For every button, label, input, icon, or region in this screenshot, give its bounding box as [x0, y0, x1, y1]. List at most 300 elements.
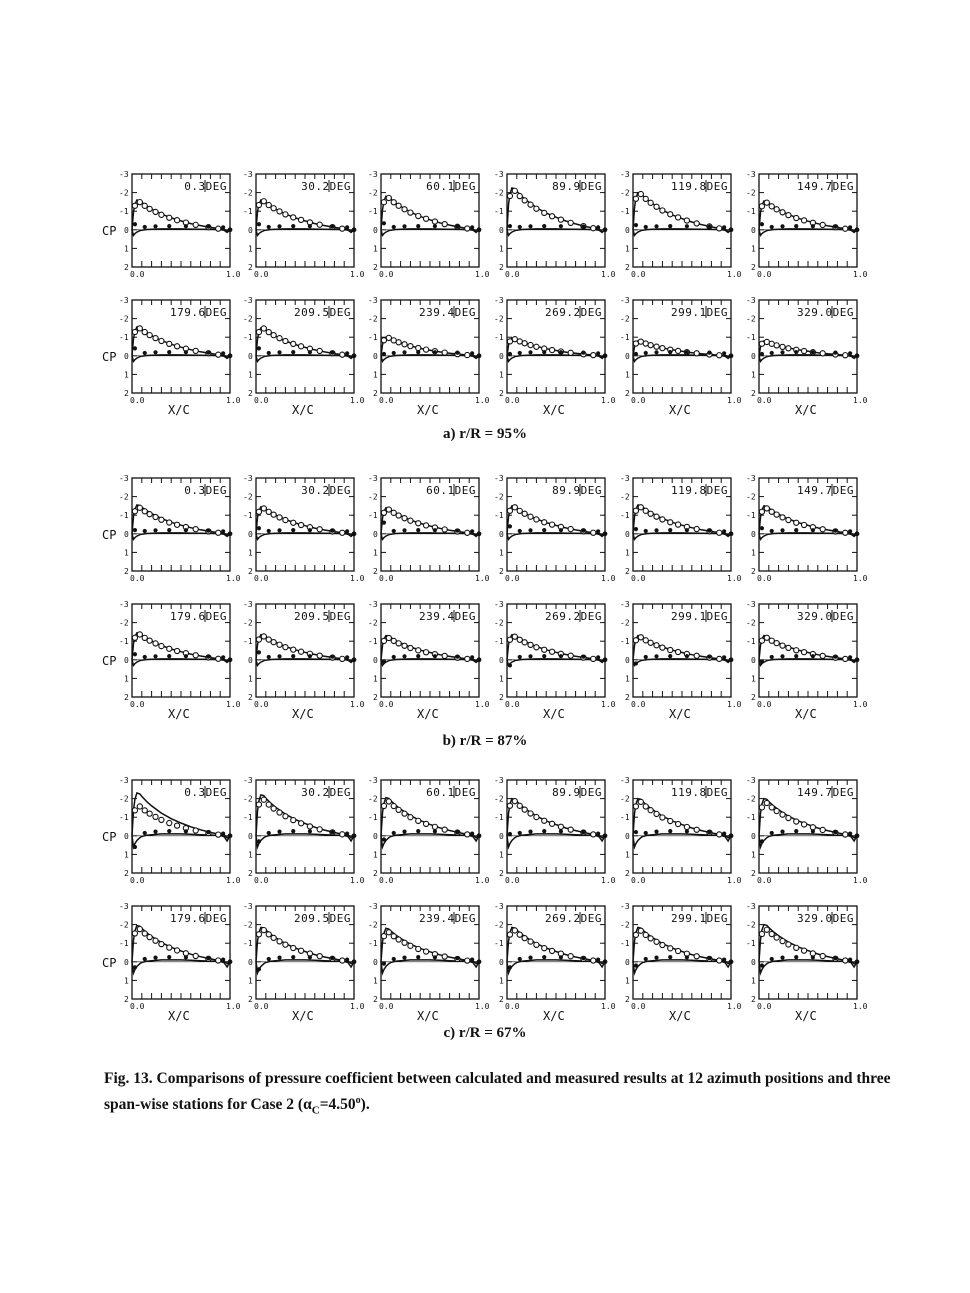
section-b-label: b) r/R = 87% [442, 733, 528, 749]
measured-upper-point [142, 931, 147, 936]
trailing-edge-point [603, 531, 608, 536]
measured-upper-point [142, 329, 147, 334]
measured-lower-point [668, 350, 672, 354]
azimuth-label: 179.6DEG [170, 912, 227, 925]
measured-upper-point [266, 330, 271, 335]
measured-lower-point [811, 350, 815, 354]
cp-panel-c-1 [243, 776, 365, 885]
measured-lower-point [455, 830, 459, 834]
azimuth-label: 269.2DEG [545, 610, 602, 623]
cp-panel-a-2 [368, 170, 490, 279]
measured-lower-point [833, 529, 837, 533]
y-tick-label: -2 [620, 492, 630, 502]
measured-upper-point [774, 343, 779, 348]
measured-upper-point [668, 647, 673, 652]
measured-lower-point [455, 225, 459, 229]
measured-upper-point [416, 213, 421, 218]
measured-upper-point [654, 204, 659, 209]
measured-lower-point [770, 831, 774, 835]
measured-upper-point [517, 932, 522, 937]
measured-upper-point [675, 348, 680, 353]
x-tick-label-start: 0.0 [254, 1002, 269, 1011]
measured-lower-point [685, 955, 689, 959]
measured-upper-point [638, 191, 643, 196]
y-tick-label: 0 [625, 831, 630, 841]
y-tick-label: -2 [119, 794, 129, 804]
measured-upper-point [660, 645, 665, 650]
y-tick-label: -2 [746, 492, 756, 502]
y-tick-label: -3 [243, 600, 253, 609]
measured-lower-point [133, 845, 137, 849]
measured-lower-point [382, 352, 386, 356]
measured-lower-point [833, 655, 837, 659]
x-tick-label-start: 0.0 [505, 574, 520, 583]
y-tick-label: -3 [494, 170, 504, 179]
y-tick-label: -2 [746, 794, 756, 804]
y-tick-label: 2 [248, 263, 253, 272]
measured-lower-point [470, 832, 474, 836]
x-tick-label-end: 1.0 [475, 1002, 490, 1011]
measured-lower-point [206, 956, 210, 960]
y-tick-label: 1 [373, 244, 378, 254]
measured-lower-point [722, 958, 726, 962]
y-tick-label: 1 [625, 548, 630, 558]
measured-upper-point [402, 207, 407, 212]
measured-lower-point [668, 829, 672, 833]
trailing-edge-point [228, 833, 233, 838]
measured-lower-point [542, 224, 546, 228]
xc-axis-title: X/C [543, 707, 565, 721]
y-tick-label: -3 [368, 600, 378, 609]
measured-upper-point [769, 931, 774, 936]
measured-lower-point [668, 654, 672, 658]
measured-lower-point [345, 351, 349, 355]
measured-upper-point [528, 642, 533, 647]
measured-lower-point [433, 829, 437, 833]
measured-lower-point [528, 829, 532, 833]
y-tick-label: 2 [124, 995, 129, 1004]
x-tick-label-end: 1.0 [350, 700, 365, 709]
measured-lower-point [780, 528, 784, 532]
y-tick-label: -3 [746, 296, 756, 305]
y-tick-label: -2 [119, 492, 129, 502]
measured-upper-point [780, 210, 785, 215]
y-tick-label: -1 [494, 813, 504, 823]
measured-upper-point [317, 827, 322, 832]
measured-upper-point [764, 200, 769, 205]
x-tick-label-start: 0.0 [505, 700, 520, 709]
y-tick-label: 2 [124, 389, 129, 398]
y-tick-label: -2 [119, 920, 129, 930]
y-tick-label: 2 [248, 995, 253, 1004]
azimuth-label: 299.1DEG [671, 306, 728, 319]
measured-upper-point [633, 932, 638, 937]
azimuth-label: 299.1DEG [671, 610, 728, 623]
measured-upper-point [340, 530, 345, 535]
azimuth-label: 149.7DEG [797, 180, 854, 193]
measured-upper-point [142, 203, 147, 208]
measured-upper-point [408, 815, 413, 820]
xc-axis-title: X/C [669, 1009, 691, 1023]
measured-upper-point [137, 199, 142, 204]
y-tick-label: 0 [124, 957, 129, 967]
x-tick-label-end: 1.0 [350, 1002, 365, 1011]
x-tick-label-start: 0.0 [757, 700, 772, 709]
y-tick-label: 2 [373, 995, 378, 1004]
y-tick-label: -2 [243, 920, 253, 930]
xc-axis-title: X/C [417, 707, 439, 721]
x-tick-label-start: 0.0 [757, 396, 772, 405]
x-tick-label-start: 0.0 [130, 396, 145, 405]
cp-panel-a-1 [243, 170, 365, 279]
measured-upper-point [142, 509, 147, 514]
y-tick-label: 0 [373, 655, 378, 665]
measured-lower-point [433, 955, 437, 959]
measured-lower-point [722, 832, 726, 836]
x-tick-label-start: 0.0 [254, 270, 269, 279]
measured-upper-point [216, 352, 221, 357]
measured-lower-point [257, 650, 261, 654]
azimuth-label: 179.6DEG [170, 306, 227, 319]
measured-upper-point [801, 348, 806, 353]
measured-upper-point [534, 814, 539, 819]
trailing-edge-point [729, 833, 734, 838]
measured-upper-point [512, 634, 517, 639]
section-c-label: c) r/R = 67% [443, 1025, 527, 1041]
measured-lower-point [221, 832, 225, 836]
measured-upper-point [386, 195, 391, 200]
measured-upper-point [132, 203, 137, 208]
measured-lower-point [402, 654, 406, 658]
azimuth-label: 60.1DEG [426, 180, 476, 193]
measured-upper-point [654, 344, 659, 349]
measured-lower-point [528, 350, 532, 354]
measured-lower-point [794, 955, 798, 959]
measured-lower-point [654, 528, 658, 532]
measured-lower-point [143, 225, 147, 229]
measured-lower-point [685, 654, 689, 658]
measured-upper-point [522, 511, 527, 516]
xc-axis-title: X/C [168, 707, 190, 721]
y-tick-label: 1 [499, 370, 504, 380]
y-tick-label: 2 [751, 693, 756, 702]
measured-lower-point [559, 528, 563, 532]
measured-upper-point [465, 352, 470, 357]
measured-lower-point [518, 529, 522, 533]
measured-lower-point [267, 225, 271, 229]
measured-lower-point [596, 529, 600, 533]
measured-upper-point [291, 647, 296, 652]
measured-lower-point [794, 528, 798, 532]
measured-upper-point [386, 930, 391, 935]
measured-lower-point [542, 350, 546, 354]
cp-panel-a-9 [494, 296, 616, 417]
measured-lower-point [416, 829, 420, 833]
y-tick-label: -1 [746, 813, 756, 823]
azimuth-label: 89.9DEG [552, 180, 602, 193]
measured-lower-point [508, 224, 512, 228]
trailing-edge-point [729, 531, 734, 536]
y-tick-label: -3 [119, 776, 129, 785]
x-tick-label-start: 0.0 [254, 396, 269, 405]
measured-upper-point [317, 222, 322, 227]
xc-axis-title: X/C [417, 1009, 439, 1023]
measured-upper-point [591, 958, 596, 963]
cp-panel-b-6 [102, 600, 241, 721]
y-tick-label: 2 [751, 869, 756, 878]
measured-upper-point [465, 958, 470, 963]
measured-upper-point [684, 824, 689, 829]
cp-panel-a-10 [620, 296, 742, 417]
measured-upper-point [408, 210, 413, 215]
measured-upper-point [549, 522, 554, 527]
x-tick-label-start: 0.0 [130, 876, 145, 885]
cp-panel-b-9 [494, 600, 616, 721]
measured-upper-point [283, 814, 288, 819]
measured-lower-point [518, 831, 522, 835]
measured-lower-point [184, 829, 188, 833]
measured-upper-point [391, 803, 396, 808]
azimuth-label: 89.9DEG [552, 786, 602, 799]
measured-upper-point [668, 520, 673, 525]
caption-degree: o [355, 1095, 361, 1106]
x-tick-label-end: 1.0 [853, 876, 868, 885]
measured-upper-point [423, 821, 428, 826]
measured-upper-point [416, 818, 421, 823]
x-tick-label-start: 0.0 [631, 700, 646, 709]
measured-upper-point [591, 530, 596, 535]
x-tick-label-start: 0.0 [631, 396, 646, 405]
measured-upper-point [291, 520, 296, 525]
measured-lower-point [308, 955, 312, 959]
y-tick-label: -2 [368, 492, 378, 502]
measured-lower-point [345, 529, 349, 533]
measured-upper-point [780, 939, 785, 944]
x-tick-label-end: 1.0 [226, 1002, 241, 1011]
measured-lower-point [455, 351, 459, 355]
measured-upper-point [442, 350, 447, 355]
y-tick-label: 0 [499, 831, 504, 841]
y-tick-label: 0 [373, 225, 378, 235]
measured-upper-point [668, 946, 673, 951]
y-tick-label: -1 [243, 207, 253, 217]
measured-upper-point [408, 943, 413, 948]
y-tick-label: 1 [499, 674, 504, 684]
measured-upper-point [167, 520, 172, 525]
measured-upper-point [167, 215, 172, 220]
measured-upper-point [660, 942, 665, 947]
measured-lower-point [153, 829, 157, 833]
y-tick-label: -3 [746, 902, 756, 911]
measured-lower-point [221, 351, 225, 355]
y-tick-label: -1 [368, 511, 378, 521]
measured-upper-point [340, 832, 345, 837]
measured-lower-point [760, 222, 764, 226]
xc-axis-title: X/C [168, 403, 190, 417]
y-tick-label: -1 [620, 813, 630, 823]
measured-upper-point [549, 821, 554, 826]
measured-upper-point [534, 645, 539, 650]
measured-lower-point [685, 829, 689, 833]
measured-lower-point [596, 655, 600, 659]
measured-upper-point [261, 928, 266, 933]
measured-upper-point [298, 522, 303, 527]
y-tick-label: -1 [119, 637, 129, 647]
measured-lower-point [206, 529, 210, 533]
measured-lower-point [167, 528, 171, 532]
measured-lower-point [184, 350, 188, 354]
measured-lower-point [402, 955, 406, 959]
measured-upper-point [271, 333, 276, 338]
xc-axis-title: X/C [669, 403, 691, 417]
y-tick-label: -2 [119, 314, 129, 324]
y-tick-label: -3 [494, 600, 504, 609]
measured-upper-point [283, 517, 288, 522]
measured-lower-point [308, 350, 312, 354]
measured-lower-point [382, 962, 386, 966]
measured-lower-point [707, 956, 711, 960]
cp-panel-c-3 [494, 776, 616, 885]
measured-upper-point [216, 832, 221, 837]
cp-panel-c-6 [102, 902, 241, 1023]
measured-lower-point [668, 528, 672, 532]
measured-upper-point [147, 206, 152, 211]
measured-lower-point [559, 829, 563, 833]
x-tick-label-end: 1.0 [226, 574, 241, 583]
x-tick-label-end: 1.0 [601, 1002, 616, 1011]
x-tick-label-end: 1.0 [350, 574, 365, 583]
measured-upper-point [774, 512, 779, 517]
measured-upper-point [147, 512, 152, 517]
y-tick-label: 0 [625, 225, 630, 235]
azimuth-label: 329.0DEG [797, 610, 854, 623]
measured-lower-point [596, 351, 600, 355]
measured-upper-point [153, 209, 158, 214]
y-tick-label: 1 [373, 674, 378, 684]
measured-lower-point [221, 958, 225, 962]
measured-upper-point [271, 640, 276, 645]
measured-upper-point [465, 832, 470, 837]
cp-panel-b-11 [746, 600, 868, 721]
azimuth-label: 89.9DEG [552, 484, 602, 497]
y-tick-label: -2 [119, 618, 129, 628]
measured-upper-point [759, 204, 764, 209]
measured-lower-point [392, 957, 396, 961]
trailing-edge-point [352, 531, 357, 536]
measured-lower-point [722, 529, 726, 533]
measured-lower-point [644, 957, 648, 961]
y-tick-label: 1 [373, 370, 378, 380]
x-tick-label-start: 0.0 [254, 574, 269, 583]
measured-lower-point [392, 655, 396, 659]
measured-lower-point [402, 528, 406, 532]
measured-upper-point [465, 530, 470, 535]
measured-lower-point [760, 526, 764, 530]
measured-upper-point [266, 202, 271, 207]
trailing-edge-point [729, 657, 734, 662]
y-tick-label: -3 [119, 296, 129, 305]
y-tick-label: -2 [746, 618, 756, 628]
measured-upper-point [391, 934, 396, 939]
measured-upper-point [271, 935, 276, 940]
y-tick-label: 0 [751, 529, 756, 539]
measured-upper-point [402, 516, 407, 521]
x-tick-label-end: 1.0 [601, 396, 616, 405]
azimuth-label: 209.5DEG [294, 912, 351, 925]
measured-upper-point [512, 799, 517, 804]
y-tick-label: -1 [119, 813, 129, 823]
x-tick-label-start: 0.0 [757, 270, 772, 279]
measured-lower-point [133, 652, 137, 656]
azimuth-label: 179.6DEG [170, 610, 227, 623]
trailing-edge-point [352, 833, 357, 838]
measured-upper-point [528, 939, 533, 944]
measured-lower-point [508, 352, 512, 356]
measured-lower-point [267, 529, 271, 533]
measured-lower-point [668, 955, 672, 959]
cp-panel-a-7 [243, 296, 365, 417]
measured-upper-point [675, 522, 680, 527]
x-tick-label-end: 1.0 [727, 574, 742, 583]
azimuth-label: 209.5DEG [294, 610, 351, 623]
measured-lower-point [634, 223, 638, 227]
y-tick-label: 0 [248, 655, 253, 665]
measured-upper-point [648, 936, 653, 941]
x-tick-label-end: 1.0 [853, 1002, 868, 1011]
measured-lower-point [277, 654, 281, 658]
measured-upper-point [654, 811, 659, 816]
y-tick-label: 1 [625, 674, 630, 684]
measured-upper-point [522, 640, 527, 645]
measured-lower-point [330, 956, 334, 960]
y-tick-label: -2 [368, 920, 378, 930]
xc-axis-title: X/C [292, 707, 314, 721]
measured-upper-point [340, 226, 345, 231]
y-tick-label: 2 [499, 693, 504, 702]
measured-upper-point [764, 506, 769, 511]
measured-upper-point [271, 206, 276, 211]
measured-lower-point [811, 955, 815, 959]
measured-upper-point [266, 932, 271, 937]
y-tick-label: -2 [119, 188, 129, 198]
measured-upper-point [147, 638, 152, 643]
measured-upper-point [142, 808, 147, 813]
caption-alpha-sub: C [311, 1104, 320, 1117]
y-tick-label: -1 [368, 939, 378, 949]
measured-upper-point [786, 815, 791, 820]
y-tick-label: -1 [620, 207, 630, 217]
measured-upper-point [549, 948, 554, 953]
measured-lower-point [167, 224, 171, 228]
xc-axis-title: X/C [669, 707, 691, 721]
measured-upper-point [193, 653, 198, 658]
measured-lower-point [707, 655, 711, 659]
measured-lower-point [654, 829, 658, 833]
azimuth-label: 119.8DEG [671, 786, 728, 799]
y-tick-label: 2 [499, 869, 504, 878]
measured-upper-point [780, 643, 785, 648]
measured-upper-point [153, 938, 158, 943]
x-tick-label-end: 1.0 [226, 876, 241, 885]
measured-upper-point [633, 196, 638, 201]
cp-panel-b-7 [243, 600, 365, 721]
y-tick-label: 0 [499, 655, 504, 665]
x-tick-label-end: 1.0 [350, 876, 365, 885]
measured-upper-point [159, 517, 164, 522]
measured-lower-point [634, 661, 638, 665]
calc-upper-curve [759, 925, 857, 964]
measured-upper-point [132, 635, 137, 640]
